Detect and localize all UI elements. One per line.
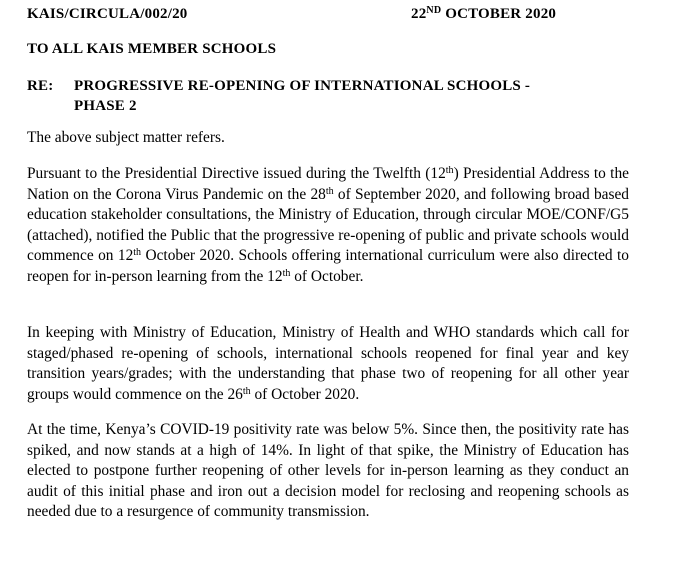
p1-sup-d: th xyxy=(282,267,291,279)
subject-title-line-2: PHASE 2 xyxy=(74,98,137,114)
p1-text-b: ) Presidential Address to the Nation on the Corona Virus Pandemic on the 28 xyxy=(27,165,629,203)
p2-text-b: of October 2020. xyxy=(250,385,360,403)
p2-text-a: In keeping with Ministry of Education, Ministry of Health and WHO standards which call for staged/phased re-opening of schools, international schools reopened for final year and key transition years/grades; with the understanding that phase two of reopening for all other year groups would commence on the 26 xyxy=(27,324,629,403)
paragraph-directive xyxy=(27,164,629,288)
addressee-line: TO ALL KAIS MEMBER SCHOOLS xyxy=(27,41,277,57)
p1-text-e: of October. xyxy=(290,267,364,285)
p1-text-d: October 2020. Schools offering international curriculum were also directed to reopen for in-person learning from the 12 xyxy=(27,247,629,285)
p1-sup-a: th xyxy=(445,165,454,176)
subject-label: RE: xyxy=(27,78,54,94)
p2-sup-a: th xyxy=(242,385,251,397)
date-day: 22 xyxy=(411,6,427,22)
circular-reference: KAIS/CIRCULA/002/20 xyxy=(27,6,188,22)
subject-title-line-1: PROGRESSIVE RE-OPENING OF INTERNATIONAL SCHOOLS - xyxy=(74,78,531,94)
p1-sup-c: th xyxy=(133,247,142,259)
subject-title xyxy=(74,76,634,116)
date-month-year: OCTOBER 2020 xyxy=(441,6,557,22)
reference-line xyxy=(27,6,633,26)
p1-text-c: of September 2020, and following broad based education stakeholder consultations, the Ministry of Education, through circular MOE/CONF/G5 (attached), notified the Public that the progressive re-opening of public and private schools would commence on 12 xyxy=(27,185,629,265)
paragraph-intro: The above subject matter refers. xyxy=(27,129,225,146)
p1-sup-b: th xyxy=(325,185,334,197)
circular-date xyxy=(411,6,556,23)
p1-text-a: Pursuant to the Presidential Directive issued during the Twelfth (12 xyxy=(27,165,446,182)
date-suffix: ND xyxy=(426,5,442,16)
paragraph-standards xyxy=(27,323,629,405)
paragraph-positivity: At the time, Kenya’s COVID-19 positivity rate was below 5%. Since then, the positivity rate has spiked, and now stands at a high of 14%. In light of that spike, the Ministry of Education has elected to postpone further reopening of other levels for in-person learning as they conduct an audit of this initial phase and iron out a decision model for reclosing and reopening schools as needed due to a resurgence of community transmission. xyxy=(27,421,629,521)
